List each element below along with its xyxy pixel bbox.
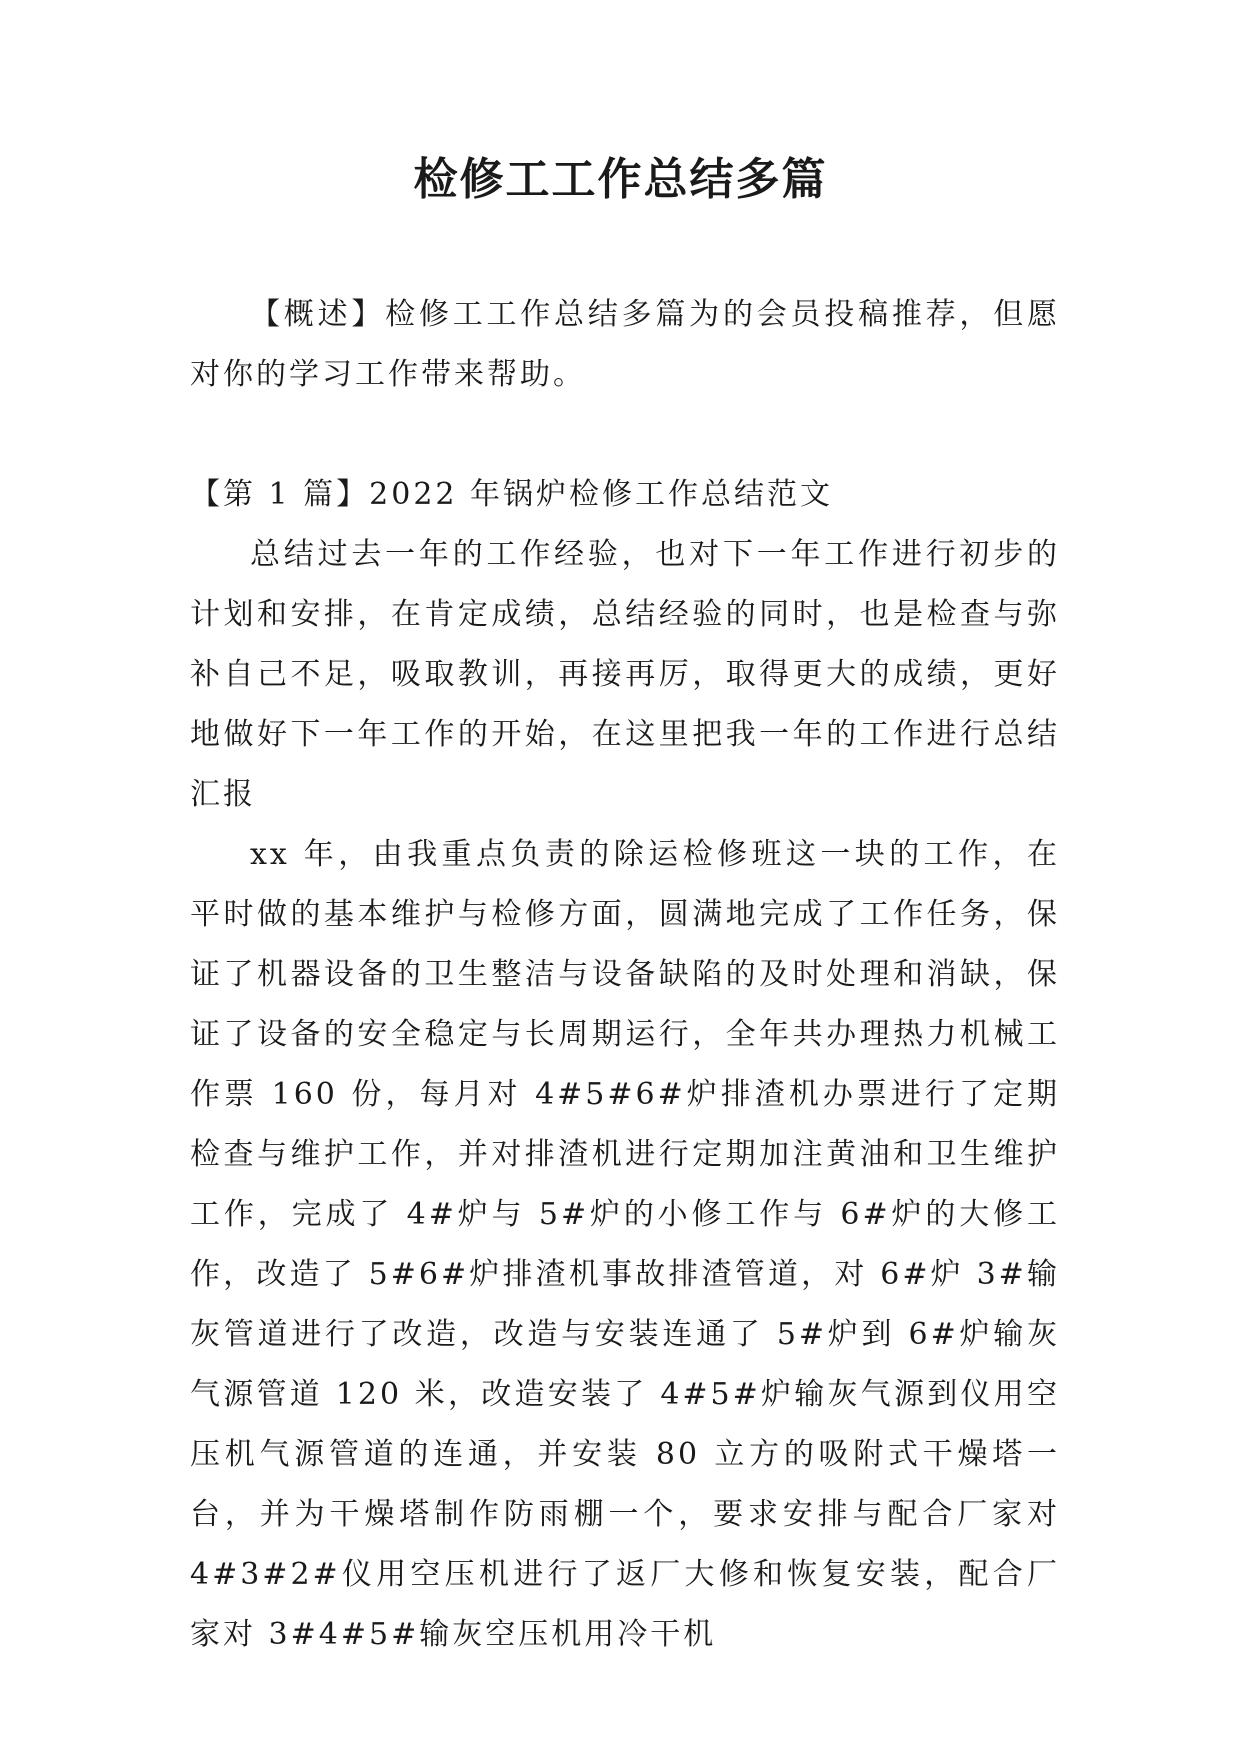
- section-heading: 【第 1 篇】2022 年锅炉检修工作总结范文: [190, 477, 834, 512]
- document-title: 检修工工作总结多篇: [413, 154, 828, 205]
- document-body: [190, 285, 1060, 1665]
- body-paragraph-1: 总结过去一年的工作经验，也对下一年工作进行初步的计划和安排，在肯定成绩，总结经验的同时，也是检查与弥补自己不足，吸取教训，再接再厉，取得更大的成绩，更好地做好下一年工作的开始，在这里把我一年的工作进行总结汇报: [190, 537, 1060, 812]
- body-paragraph-2: xx 年，由我重点负责的除运检修班这一块的工作，在平时做的基本维护与检修方面，圆满地完成了工作任务，保证了机器设备的卫生整洁与设备缺陷的及时处理和消缺，保证了设备的安全稳定与长周期运行，全年共办理热力机械工作票 160 份，每月对 4#5#6#炉排渣机办票进行了定期检查与维护工作，并对排渣机进行定期加注黄油和卫生维护工作，完成了 4#炉与 5#炉的小修工作与 6#炉的大修工作，改造了 5#6#炉排渣机事故排渣管道，对 6#炉 3#输灰管道进行了改造，改造与安装连通了 5#炉到 6#炉输灰气源管道 120 米，改造安装了 4#5#炉输灰气源到仪用空压机气源管道的连通，并安装 80 立方的吸附式干燥塔一台，并为干燥塔制作防雨棚一个，要求安排与配合厂家对 4#3#2#仪用空压机进行了返厂大修和恢复安装，配合厂家对 3#4#5#输灰空压机用冷干机: [190, 837, 1060, 1652]
- summary-paragraph: 【概述】检修工工作总结多篇为的会员投稿推荐，但愿对你的学习工作带来帮助。: [190, 297, 1060, 392]
